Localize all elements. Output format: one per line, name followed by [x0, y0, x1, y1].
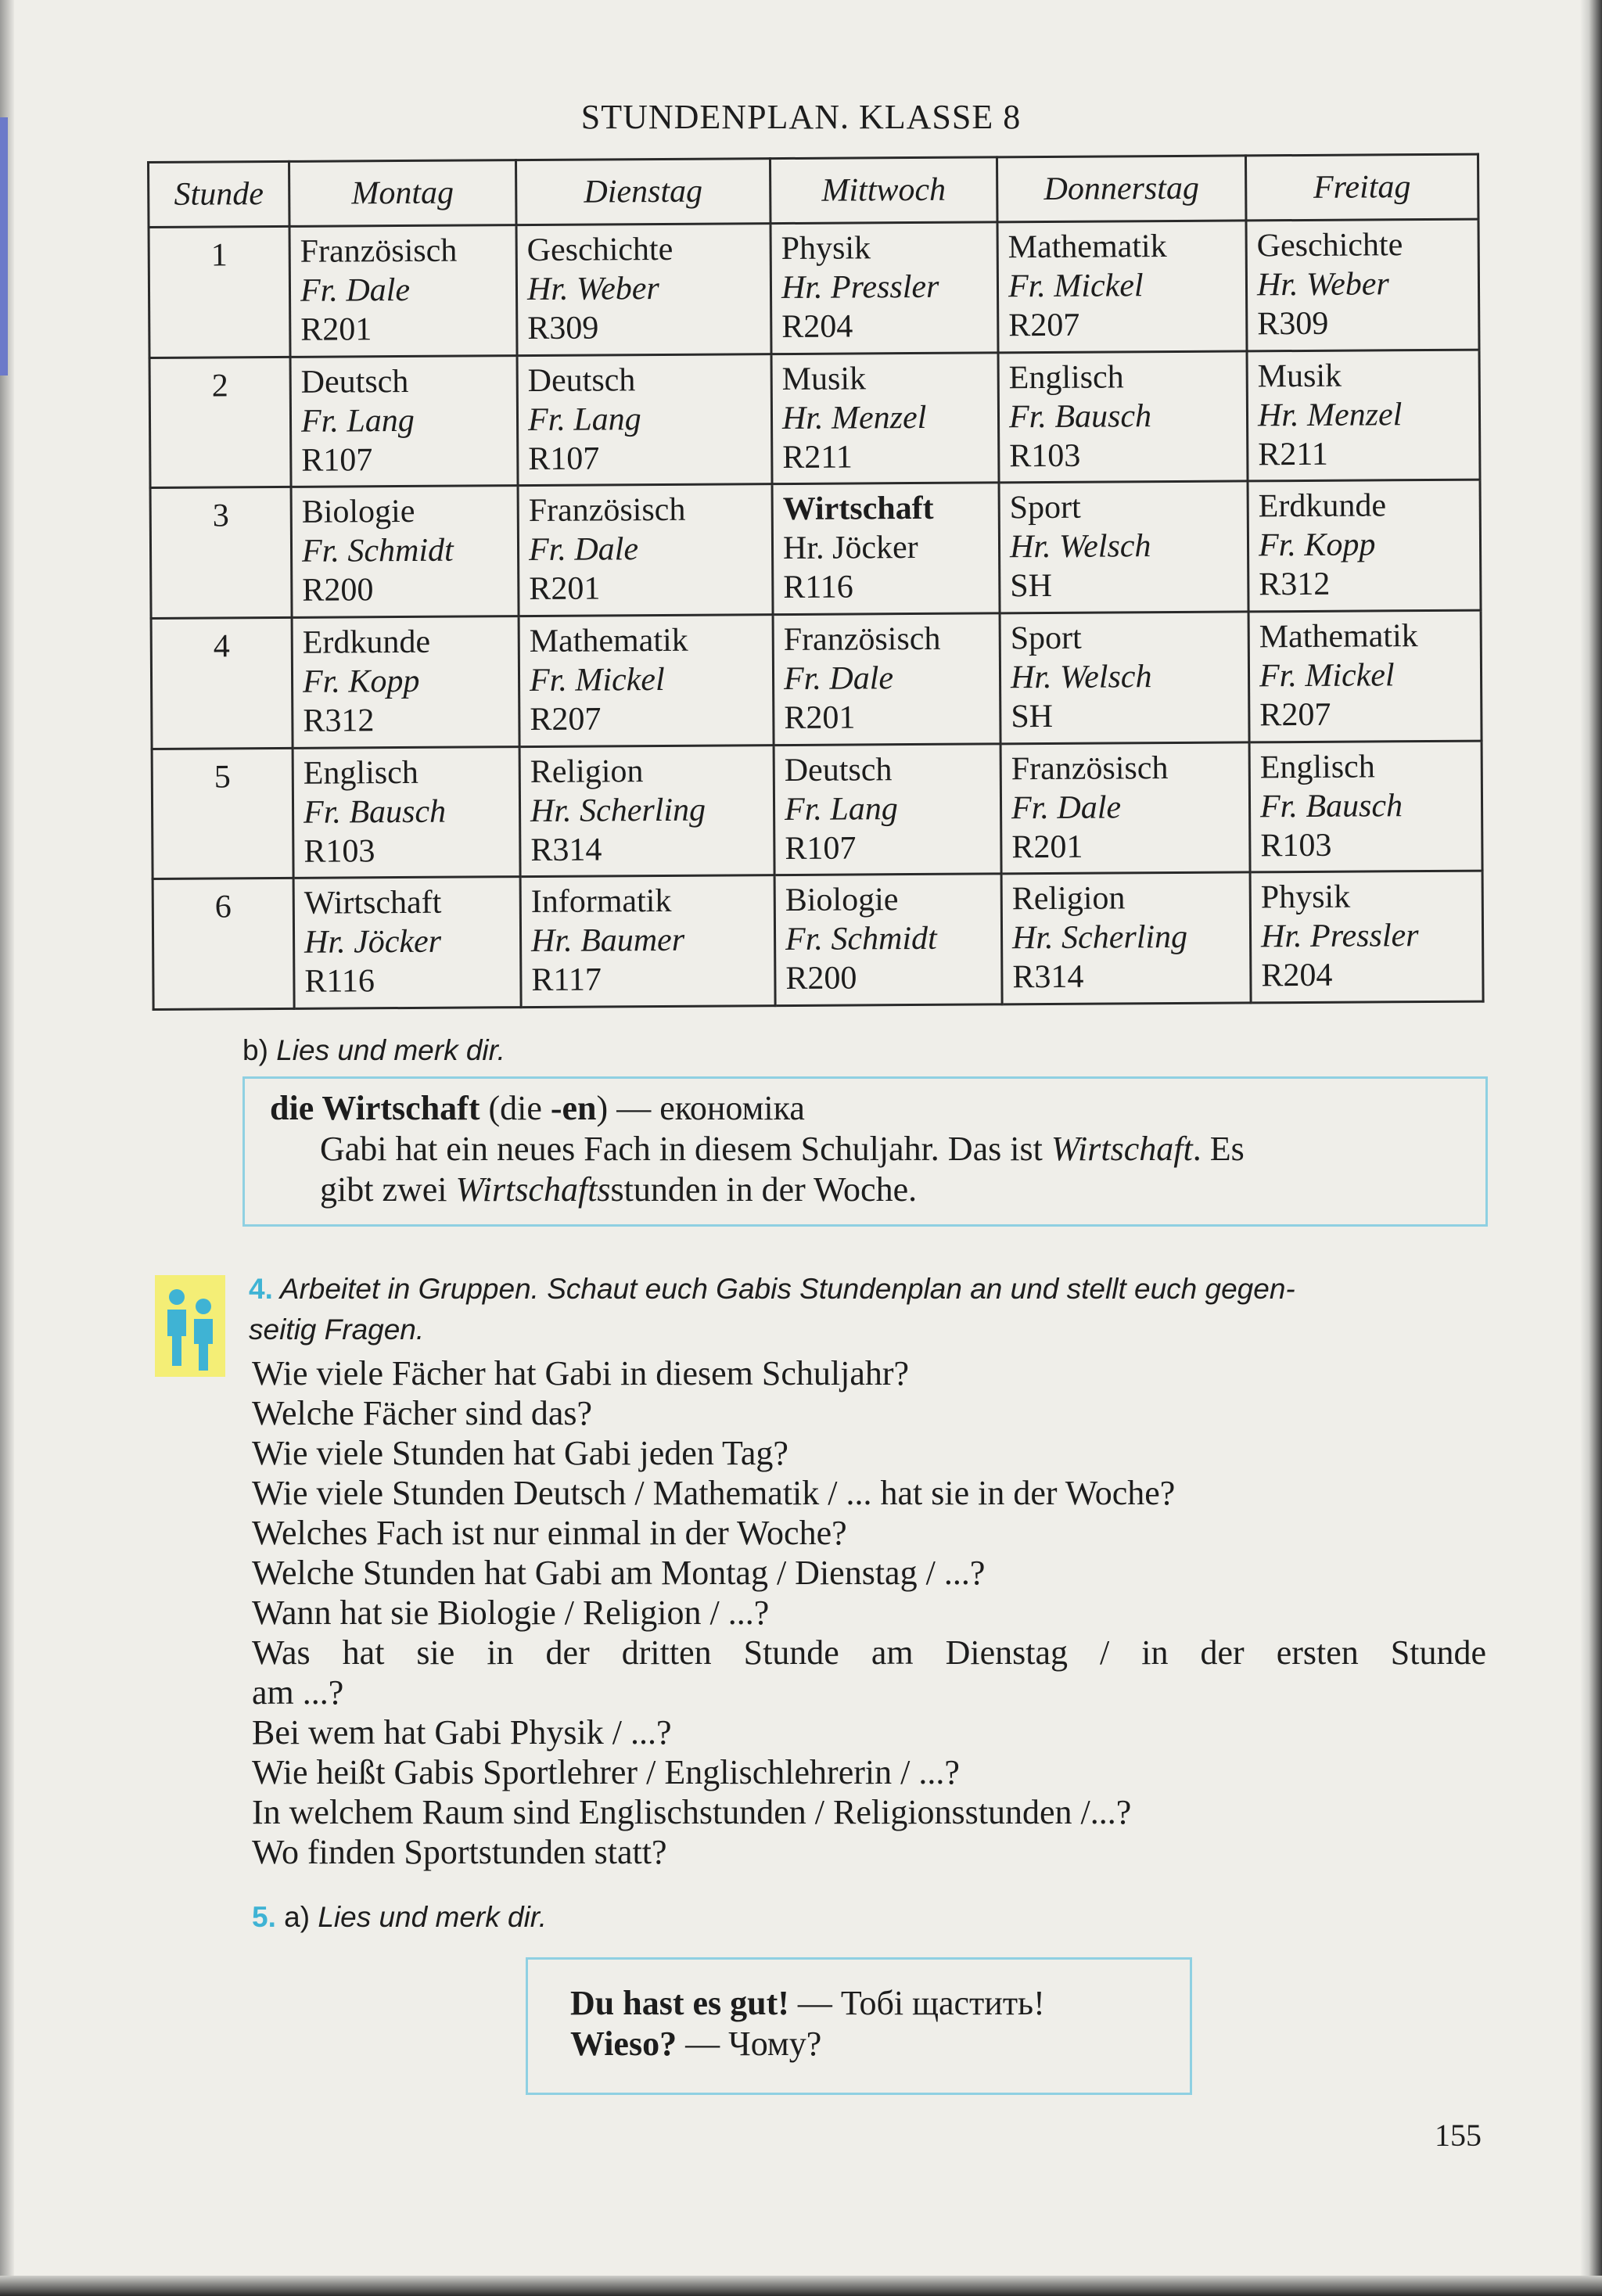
timetable — [147, 153, 1485, 1011]
lesson-cell — [516, 224, 771, 356]
task-4-line-2: seitig Fragen. — [249, 1313, 425, 1346]
vocab-translation: — економіка — [608, 1089, 805, 1127]
lesson-cell — [772, 483, 1000, 614]
lesson-cell — [773, 613, 1000, 745]
vocab-example-2-italic: Wirtschafts — [455, 1170, 611, 1209]
phrase-box — [526, 1957, 1192, 2095]
lesson-room: R103 — [1260, 827, 1332, 864]
lesson-subject: Erdkunde — [1258, 487, 1387, 525]
lesson-cell — [770, 222, 998, 354]
lesson-cell — [292, 616, 519, 748]
lesson-room: R207 — [1008, 307, 1080, 344]
lesson-subject: Sport — [1010, 620, 1082, 657]
lesson-cell — [519, 615, 774, 747]
lesson-cell — [998, 351, 1248, 483]
timetable-row — [150, 480, 1481, 618]
header-donnerstag: Donnerstag — [997, 156, 1246, 222]
lesson-subject: Erdkunde — [302, 623, 431, 661]
lesson-room: R200 — [302, 572, 374, 609]
page-number: 155 — [1435, 2118, 1482, 2153]
lesson-room: R314 — [1012, 958, 1084, 996]
period-number: 1 — [149, 226, 290, 358]
lesson-teacher: Hr. Jöcker — [304, 924, 442, 961]
lesson-room: R103 — [1009, 437, 1081, 474]
lesson-room: R204 — [1261, 958, 1333, 994]
lesson-teacher: Fr. Lang — [527, 401, 641, 438]
lesson-subject: Geschichte — [1256, 227, 1403, 264]
lesson-subject: Deutsch — [300, 363, 409, 401]
lesson-cell — [1000, 612, 1249, 744]
lesson-teacher: Hr. Menzel — [1257, 396, 1403, 433]
lesson-cell — [1246, 219, 1479, 350]
timetable-row — [149, 350, 1480, 488]
lesson-room: R116 — [304, 963, 375, 1001]
lesson-room: R211 — [1258, 436, 1328, 472]
lesson-subject: Französisch — [528, 492, 686, 530]
question-item: Wie viele Stunden Deutsch / Mathematik / ... hat sie in der Woche? — [252, 1474, 1176, 1512]
lesson-room: R201 — [784, 699, 856, 737]
lesson-cell — [293, 877, 521, 1008]
timetable-row — [149, 219, 1479, 358]
vocab-box — [242, 1076, 1488, 1227]
lesson-teacher: Fr. Mickel — [529, 661, 665, 699]
lesson-teacher: Hr. Weber — [1256, 266, 1389, 304]
lesson-subject: Französisch — [1011, 749, 1169, 787]
lesson-cell — [1248, 610, 1482, 742]
question-item: Was hat sie in der dritten Stunde am Dienstag / in der ersten Stunde — [252, 1633, 1486, 1672]
task-5-label — [252, 1901, 547, 1934]
lesson-teacher: Hr. Pressler — [1260, 918, 1419, 955]
task-5-text: Lies und merk dir. — [318, 1901, 548, 1933]
period-number: 2 — [149, 357, 291, 488]
lesson-subject: Physik — [1260, 879, 1351, 916]
lesson-teacher: Hr. Menzel — [781, 399, 927, 437]
vocab-example-1-end: . Es — [1192, 1130, 1245, 1168]
question-item: In welchem Raum sind Englischstunden / Religionsstunden /...? — [252, 1793, 1132, 1831]
question-item: Wann hat sie Biologie / Religion / ...? — [252, 1594, 770, 1632]
lesson-subject: Religion — [1011, 880, 1126, 918]
lesson-subject: Geschichte — [526, 231, 673, 269]
lesson-cell — [518, 484, 773, 616]
lesson-cell — [999, 481, 1248, 613]
lesson-room: R201 — [1011, 828, 1083, 865]
task-b-prefix: b) — [242, 1034, 268, 1066]
vocab-word: die Wirtschaft — [270, 1089, 480, 1127]
phrase-1-german: Du hast es gut! — [570, 1984, 789, 2022]
task-b-text: Lies und merk dir. — [276, 1034, 505, 1066]
question-item: Wo finden Sportstunden statt? — [252, 1833, 667, 1871]
lesson-subject: Biologie — [785, 882, 899, 919]
lesson-room: R116 — [783, 569, 853, 606]
lesson-teacher: Hr. Scherling — [1011, 919, 1188, 957]
lesson-teacher: Fr. Kopp — [1258, 526, 1376, 564]
header-mittwoch: Mittwoch — [770, 157, 997, 224]
lesson-cell — [774, 743, 1001, 875]
lesson-subject: Deutsch — [527, 361, 636, 399]
lesson-cell — [517, 354, 772, 486]
task-4-number: 4. — [249, 1273, 273, 1305]
period-number: 3 — [150, 487, 292, 619]
lesson-cell — [519, 745, 774, 877]
lesson-teacher: Fr. Lang — [300, 402, 415, 440]
question-item: am ...? — [252, 1673, 344, 1712]
vocab-example-2-end: stunden in der Woche. — [610, 1170, 918, 1209]
lesson-cell — [774, 874, 1002, 1005]
timetable-row — [152, 741, 1482, 879]
lesson-teacher: Hr. Welsch — [1010, 659, 1152, 696]
lesson-teacher: Hr. Weber — [526, 271, 659, 308]
phrase-line-1 — [570, 1983, 1045, 2024]
lesson-teacher: Fr. Dale — [300, 271, 411, 309]
vocab-example-1-italic: Wirtschaft — [1051, 1130, 1193, 1168]
vocab-example-1-text: Gabi hat ein neues Fach in diesem Schuljahr. Das ist — [320, 1130, 1051, 1168]
question-item: Welches Fach ist nur einmal in der Woche? — [252, 1514, 847, 1552]
period-number: 4 — [151, 617, 293, 749]
lesson-subject: Musik — [1257, 358, 1342, 394]
vocab-plural: -en — [550, 1089, 597, 1127]
lesson-subject: Sport — [1009, 490, 1081, 526]
lesson-subject: Informatik — [530, 883, 672, 921]
lesson-subject: Wirtschaft — [782, 490, 934, 528]
lesson-teacher: Hr. Pressler — [781, 268, 939, 307]
phrase-2-translation: — Чому? — [677, 2025, 822, 2063]
lesson-cell — [290, 355, 518, 487]
lesson-room: R309 — [527, 310, 599, 347]
lesson-teacher: Fr. Lang — [784, 790, 898, 828]
header-dienstag: Dienstag — [516, 159, 771, 225]
lesson-subject: Musik — [781, 361, 867, 397]
question-item: Welche Fächer sind das? — [252, 1394, 593, 1432]
lesson-teacher: Hr. Jöcker — [782, 530, 918, 567]
lesson-teacher: Hr. Welsch — [1009, 528, 1151, 566]
phrase-2-german: Wieso? — [570, 2025, 677, 2063]
lesson-teacher: Fr. Schmidt — [785, 921, 937, 958]
page-title: STUNDENPLAN. KLASSE 8 — [580, 98, 1022, 136]
lesson-subject: Religion — [530, 753, 644, 790]
lesson-subject: Mathematik — [1259, 618, 1418, 656]
task-4-label — [249, 1269, 1492, 1350]
question-item: Bei wem hat Gabi Physik / ...? — [252, 1713, 672, 1752]
lesson-teacher: Fr. Bausch — [1008, 397, 1152, 435]
lesson-room: SH — [1011, 698, 1054, 735]
period-number: 5 — [152, 748, 293, 879]
lesson-subject: Französisch — [300, 232, 458, 270]
lesson-subject: Englisch — [1008, 359, 1124, 396]
lesson-cell — [1001, 872, 1251, 1004]
question-item: Welche Stunden hat Gabi am Montag / Dienstag / ...? — [252, 1554, 986, 1592]
lesson-room: R309 — [1257, 305, 1329, 343]
phrase-line-2 — [570, 2024, 821, 2064]
group-work-icon — [155, 1275, 225, 1377]
page-edge-bottom — [0, 2276, 1602, 2296]
lesson-room: R207 — [1259, 696, 1331, 734]
lesson-room: R314 — [530, 832, 602, 868]
timetable-row — [151, 610, 1482, 749]
page-edge-right — [1580, 0, 1602, 2296]
question-item: Wie viele Fächer hat Gabi in diesem Schuljahr? — [252, 1354, 910, 1392]
lesson-cell — [771, 353, 999, 484]
lesson-room: R201 — [529, 570, 601, 608]
vocab-grammar-open: (die — [480, 1089, 551, 1127]
lesson-subject: Physik — [781, 230, 871, 268]
lesson-subject: Englisch — [303, 754, 418, 792]
lesson-room: R211 — [782, 439, 853, 476]
lesson-cell — [1249, 741, 1482, 872]
timetable-header-row — [149, 154, 1478, 227]
lesson-cell — [1250, 871, 1483, 1003]
lesson-room: R207 — [530, 701, 602, 738]
task-5-prefix: a) — [284, 1901, 311, 1933]
task-b-label — [242, 1034, 505, 1067]
lesson-subject: Französisch — [783, 620, 941, 659]
lesson-cell — [1247, 350, 1480, 481]
vocab-example-2 — [320, 1170, 917, 1210]
lesson-room: R107 — [785, 830, 857, 867]
timetable-row — [153, 871, 1483, 1009]
lesson-teacher: Fr. Dale — [528, 531, 639, 569]
question-list — [252, 1353, 1486, 1872]
lesson-teacher: Fr. Dale — [1011, 789, 1122, 826]
lesson-cell — [291, 486, 519, 617]
lesson-room: R107 — [528, 440, 600, 477]
lesson-cell — [520, 875, 775, 1008]
book-binding-strip — [0, 117, 8, 375]
vocab-headline — [270, 1088, 805, 1129]
lesson-teacher: Fr. Mickel — [1008, 268, 1144, 305]
lesson-teacher: Hr. Scherling — [530, 792, 706, 829]
lesson-teacher: Fr. Kopp — [302, 663, 420, 700]
vocab-example-2-start: gibt zwei — [320, 1170, 456, 1209]
question-item: Wie heißt Gabis Sportlehrer / Englischlehrerin / ...? — [252, 1753, 960, 1791]
vocab-grammar-close: ) — [596, 1089, 609, 1127]
lesson-teacher: Fr. Schmidt — [301, 532, 454, 570]
vocab-example-1 — [320, 1129, 1470, 1170]
lesson-room: R200 — [785, 960, 857, 997]
lesson-teacher: Fr. Mickel — [1259, 657, 1395, 695]
lesson-room: SH — [1010, 568, 1053, 605]
lesson-room: R204 — [781, 308, 853, 346]
lesson-subject: Englisch — [1259, 749, 1375, 785]
lesson-teacher: Hr. Baumer — [530, 922, 685, 960]
timetable-body — [149, 219, 1483, 1009]
lesson-teacher: Fr. Dale — [783, 660, 894, 698]
question-item: Wie viele Stunden hat Gabi jeden Tag? — [252, 1434, 788, 1472]
task-4-line-1: Arbeitet in Gruppen. Schaut euch Gabis Stundenplan an und stellt euch gegen- — [279, 1273, 1295, 1305]
header-montag: Montag — [289, 160, 517, 227]
lesson-subject: Biologie — [301, 494, 415, 531]
header-stunde: Stunde — [149, 161, 290, 227]
lesson-subject: Wirtschaft — [304, 885, 442, 922]
lesson-subject: Mathematik — [529, 622, 688, 659]
lesson-cell — [293, 746, 520, 878]
task-5-number: 5. — [252, 1901, 276, 1933]
lesson-room: R201 — [300, 311, 372, 348]
lesson-room: R312 — [303, 702, 375, 739]
lesson-cell — [1248, 480, 1481, 611]
lesson-cell — [289, 225, 517, 357]
phrase-1-translation: — Тобі щастить! — [788, 1984, 1045, 2022]
lesson-room: R117 — [531, 961, 602, 999]
header-freitag: Freitag — [1245, 154, 1478, 221]
lesson-cell — [1000, 742, 1250, 875]
period-number: 6 — [153, 879, 294, 1010]
lesson-cell — [997, 221, 1247, 353]
lesson-room: R312 — [1259, 566, 1331, 603]
lesson-room: R103 — [304, 832, 375, 870]
lesson-subject: Deutsch — [784, 751, 893, 789]
lesson-subject: Mathematik — [1008, 228, 1167, 266]
lesson-room: R107 — [301, 441, 373, 479]
lesson-teacher: Fr. Bausch — [303, 793, 447, 831]
lesson-teacher: Fr. Bausch — [1259, 787, 1403, 825]
